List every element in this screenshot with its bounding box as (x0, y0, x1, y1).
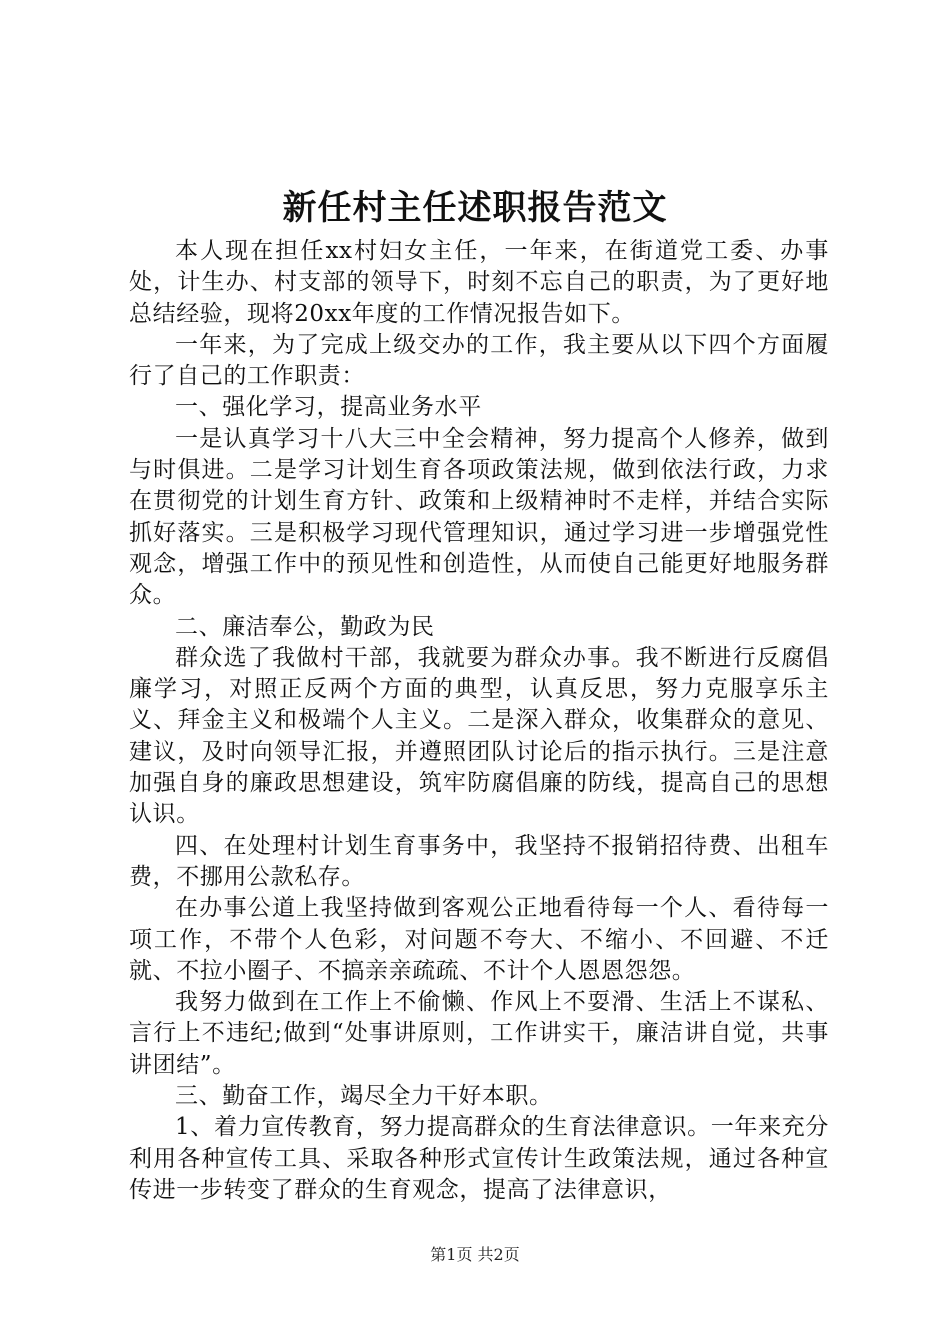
section-heading-1: 一、强化学习，提高业务水平 (175, 394, 482, 421)
document-body (129, 236, 829, 1206)
document-title: 新任村主任述职报告范文 (282, 188, 668, 228)
paragraph-fairness: 在办事公道上我坚持做到客观公正地看待每一个人、看待每一项工作，不带个人色彩，对问题不夸大、不缩小、不回避、不迁就、不拉小圈子、不搞亲亲疏疏、不计个人恩恩怨怨。 (129, 895, 829, 984)
paragraph-study: 一是认真学习十八大三中全会精神，努力提高个人修养，做到与时俱进。二是学习计划生育各项政策法规，做到依法行政，力求在贯彻党的计划生育方针、政策和上级精神时不走样，并结合实际抓好落实。三是积极学习现代管理知识，通过学习进一步增强党性观念，增强工作中的预见性和创造性，从而使自己能更好地服务群众。 (129, 425, 829, 609)
paragraph-publicity: 1、着力宣传教育，努力提高群众的生育法律意识。一年来充分利用各种宣传工具、采取各种形式宣传计生政策法规，通过各种宣传进一步转变了群众的生育观念，提高了法律意识， (129, 1114, 829, 1203)
paragraph-overview: 一年来，为了完成上级交办的工作，我主要从以下四个方面履行了自己的工作职责： (129, 331, 829, 390)
paragraph-expenses: 四、在处理村计划生育事务中，我坚持不报销招待费、出租车费，不挪用公款私存。 (129, 832, 829, 890)
page-number-footer: 第1页 共2页 (430, 1245, 520, 1264)
paragraph-intro: 本人现在担任xx村妇女主任，一年来，在街道党工委、办事处，计生办、村支部的领导下，时刻不忘自己的职责，为了更好地总结经验，现将20xx年度的工作情况报告如下。 (129, 238, 829, 327)
paragraph-integrity: 群众选了我做村干部，我就要为群众办事。我不断进行反腐倡廉学习，对照正反两个方面的典型，认真反思，努力克服享乐主义、拜金主义和极端个人主义。二是深入群众，收集群众的意见、建议，及时向领导汇报，并遵照团队讨论后的指示执行。三是注意加强自身的廉政思想建设，筑牢防腐倡廉的防线，提高自己的思想认识。 (129, 644, 829, 828)
paragraph-conduct: 我努力做到在工作上不偷懒、作风上不耍滑、生活上不谋私、言行上不违纪;做到“处事讲原则，工作讲实干，廉洁讲自觉，共事讲团结”。 (129, 989, 829, 1078)
section-heading-2: 二、廉洁奉公，勤政为民 (175, 613, 435, 640)
section-heading-3: 三、勤奋工作，竭尽全力干好本职。 (175, 1083, 553, 1110)
